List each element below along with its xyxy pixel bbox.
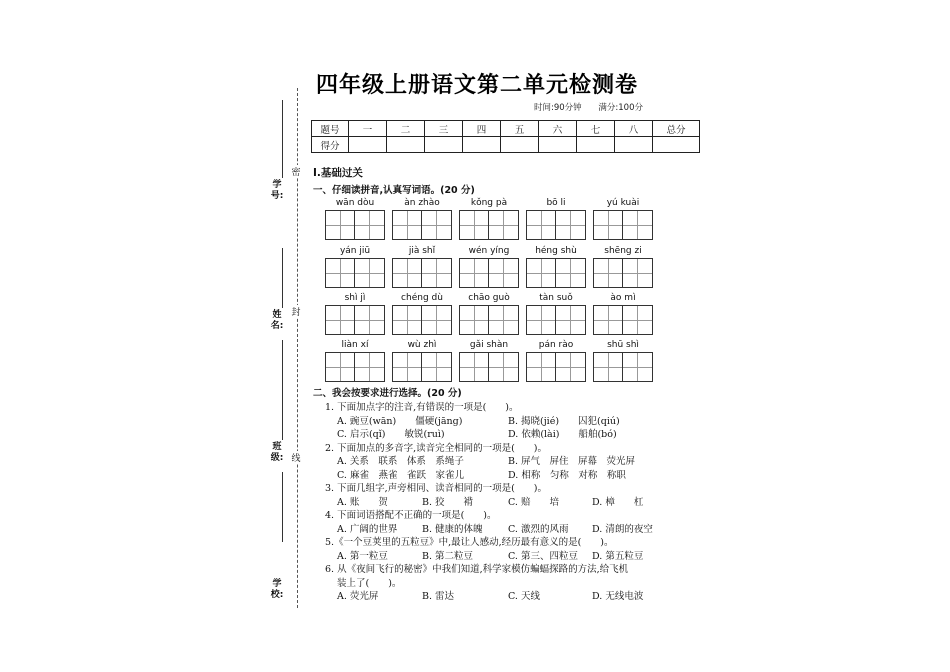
choice-question-stem: 4. 下面词语搭配不正确的一项是( )。 [325, 510, 497, 521]
score-col-1: 一 [349, 121, 387, 137]
score-table-header-row [312, 121, 700, 137]
writing-box[interactable] [593, 258, 623, 288]
writing-box[interactable] [355, 352, 385, 382]
pinyin-label: shēng zi [604, 246, 642, 256]
writing-box[interactable] [623, 258, 653, 288]
writing-grid[interactable] [459, 352, 519, 382]
choice-question-stem: 2. 下面加点的多音字,读音完全相同的一项是( )。 [325, 442, 548, 454]
writing-grid[interactable] [392, 305, 452, 335]
choice-option[interactable]: B. 揭晓(jié) 囚犯(qiú) [508, 415, 620, 427]
score-col-5: 五 [501, 121, 539, 137]
choice-option[interactable]: C. 麻雀 燕雀 雀跃 家雀儿 [337, 469, 464, 481]
score-col-3: 三 [425, 121, 463, 137]
writing-box[interactable] [593, 352, 623, 382]
score-col-2: 二 [387, 121, 425, 137]
writing-box[interactable] [556, 305, 586, 335]
choice-option[interactable]: D. 第五粒豆 [592, 550, 644, 562]
writing-box[interactable] [355, 210, 385, 240]
writing-grid[interactable] [325, 352, 385, 382]
class-label: 班级: [270, 442, 284, 463]
binding-word-line: 线 [289, 451, 303, 464]
score-cell-7[interactable] [577, 137, 615, 153]
choice-option[interactable]: C. 天线 [508, 591, 540, 602]
score-table [311, 120, 700, 153]
student-id-label: 学号: [270, 180, 284, 201]
choice-option[interactable]: A. 豌豆(wān) 僵硬(jāng) [337, 415, 463, 427]
score-cell-6[interactable] [539, 137, 577, 153]
exam-full-score: 满分:100分 [598, 103, 643, 113]
score-col-8: 八 [615, 121, 653, 137]
choice-option[interactable]: B. 第二粒豆 [422, 550, 474, 562]
pinyin-label: chéng dù [401, 293, 443, 303]
choice-option[interactable]: A. 账 贺 [337, 496, 388, 508]
writing-box[interactable] [355, 258, 385, 288]
writing-box[interactable] [489, 258, 519, 288]
writing-grid[interactable] [325, 305, 385, 335]
binding-word-closed: 封 [289, 305, 303, 318]
choice-option[interactable]: D. 清朗的夜空 [592, 523, 653, 535]
choice-option[interactable]: A. 第一粒豆 [337, 550, 388, 562]
writing-box[interactable] [392, 305, 422, 335]
writing-grid[interactable] [526, 210, 586, 240]
score-table-score-row [312, 137, 700, 153]
writing-grid[interactable] [593, 258, 653, 288]
choice-option[interactable]: A. 关系 联系 体系 系绳子 [337, 456, 464, 467]
writing-grid[interactable] [392, 210, 452, 240]
pinyin-label: kǒng pà [470, 198, 508, 208]
writing-box[interactable] [355, 305, 385, 335]
pinyin-label: shì jì [344, 293, 366, 303]
pinyin-label: gǎi shàn [469, 340, 509, 350]
choice-option[interactable]: B. 屏气 屏住 屏幕 荧光屏 [508, 456, 636, 467]
writing-box[interactable] [556, 352, 586, 382]
writing-grid[interactable] [392, 352, 452, 382]
choice-option[interactable]: C. 激烈的风雨 [508, 523, 569, 535]
choice-option[interactable]: C. 赔 培 [508, 496, 559, 508]
score-cell-2[interactable] [387, 137, 425, 153]
pinyin-label: yú kuài [606, 198, 640, 208]
student-name-line [282, 248, 283, 308]
score-col-7: 七 [577, 121, 615, 137]
writing-box[interactable] [489, 352, 519, 382]
pinyin-label: bō li [546, 198, 566, 208]
writing-box[interactable] [422, 210, 452, 240]
section-basics-heading: Ⅰ.基础过关 [313, 167, 363, 179]
pinyin-label: wù zhì [407, 340, 437, 350]
writing-box[interactable] [526, 210, 556, 240]
writing-box[interactable] [459, 258, 489, 288]
score-col-6: 六 [539, 121, 577, 137]
pinyin-label: yán jiū [339, 246, 371, 256]
pinyin-label: tàn suǒ [539, 293, 573, 303]
writing-grid[interactable] [526, 352, 586, 382]
writing-box[interactable] [422, 305, 452, 335]
choice-question-stem: 6. 从《夜间飞行的秘密》中我们知道,科学家模仿蝙蝠探路的方法,给飞机 [325, 564, 629, 575]
choice-option[interactable]: A. 荧光屏 [337, 591, 379, 602]
writing-box[interactable] [392, 258, 422, 288]
score-col-4: 四 [463, 121, 501, 137]
class-line [282, 400, 283, 440]
writing-box[interactable] [593, 305, 623, 335]
writing-box[interactable] [422, 258, 452, 288]
score-table-row1-label: 题号 [312, 121, 349, 137]
score-table-row2-label: 得分 [312, 137, 349, 153]
choice-option[interactable]: B. 雷达 [422, 591, 455, 602]
choice-option[interactable]: A. 广阔的世界 [337, 523, 398, 535]
pinyin-label: jià shǐ [408, 246, 436, 256]
exam-time: 时间:90分钟 [534, 103, 582, 113]
score-cell-4[interactable] [463, 137, 501, 153]
choice-option[interactable]: B. 健康的体魄 [422, 523, 483, 535]
score-cell-5[interactable] [501, 137, 539, 153]
pinyin-label: pán rào [538, 340, 574, 350]
writing-grid[interactable] [593, 210, 653, 240]
writing-grid[interactable] [593, 305, 653, 335]
score-col-total: 总分 [653, 121, 700, 137]
question-1-title: 一、仔细读拼音,认真写词语。(20 分) [313, 185, 475, 196]
pinyin-label: ào mì [610, 293, 636, 303]
question-2-title: 二、我会按要求进行选择。(20 分) [313, 388, 462, 399]
writing-box[interactable] [325, 210, 355, 240]
writing-grid[interactable] [593, 352, 653, 382]
choice-question-stem-continued: 装上了( )。 [337, 577, 402, 589]
choice-question-stem: 3. 下面几组字,声旁相同、读音相同的一项是( )。 [325, 483, 548, 494]
choice-option[interactable]: D. 相称 匀称 对称 称职 [508, 469, 626, 481]
writing-box[interactable] [556, 258, 586, 288]
score-cell-1[interactable] [349, 137, 387, 153]
class-line-lower [282, 472, 283, 542]
writing-grid[interactable] [526, 258, 586, 288]
choice-option[interactable]: D. 樟 杠 [592, 496, 644, 508]
writing-box[interactable] [526, 352, 556, 382]
writing-box[interactable] [556, 210, 586, 240]
student-name-label: 姓名: [270, 310, 284, 331]
writing-box[interactable] [459, 210, 489, 240]
pinyin-label: shū shì [607, 340, 639, 350]
writing-box[interactable] [459, 352, 489, 382]
pinyin-label: liàn xí [341, 340, 369, 350]
writing-box[interactable] [526, 258, 556, 288]
writing-grid[interactable] [325, 210, 385, 240]
school-label: 学校: [270, 579, 284, 600]
student-name-line-lower [282, 340, 283, 400]
score-cell-total[interactable] [653, 137, 700, 153]
writing-box[interactable] [623, 210, 653, 240]
choice-option[interactable]: B. 狡 褙 [422, 496, 474, 508]
writing-box[interactable] [422, 352, 452, 382]
writing-box[interactable] [593, 210, 623, 240]
score-cell-3[interactable] [425, 137, 463, 153]
pinyin-label: héng shù [535, 246, 577, 256]
pinyin-label: wén yíng [468, 246, 510, 256]
writing-grid[interactable] [392, 258, 452, 288]
writing-grid[interactable] [459, 258, 519, 288]
writing-box[interactable] [325, 258, 355, 288]
score-cell-8[interactable] [615, 137, 653, 153]
writing-box[interactable] [325, 305, 355, 335]
choice-option[interactable]: C. 第三、四粒豆 [508, 550, 578, 562]
student-id-line [282, 100, 283, 178]
writing-grid[interactable] [459, 305, 519, 335]
writing-box[interactable] [526, 305, 556, 335]
choice-option[interactable]: C. 启示(qǐ) 敏锐(ruì) [337, 429, 445, 440]
writing-grid[interactable] [325, 258, 385, 288]
writing-box[interactable] [392, 210, 422, 240]
binding-word-seal: 密 [289, 165, 303, 178]
choice-option[interactable]: D. 依赖(lài) 船舶(bó) [508, 429, 617, 440]
pinyin-label: àn zhào [404, 198, 440, 208]
writing-box[interactable] [623, 305, 653, 335]
pinyin-label: wān dòu [335, 198, 375, 208]
writing-box[interactable] [325, 352, 355, 382]
choice-question-stem: 1. 下面加点字的注音,有错误的一项是( )。 [325, 402, 519, 413]
writing-box[interactable] [489, 305, 519, 335]
writing-box[interactable] [489, 210, 519, 240]
writing-grid[interactable] [526, 305, 586, 335]
writing-grid[interactable] [459, 210, 519, 240]
exam-title: 四年级上册语文第二单元检测卷 [316, 73, 639, 98]
choice-question-stem: 5.《一个豆荚里的五粒豆》中,最让人感动,经历最有意义的是( )。 [325, 537, 614, 548]
writing-box[interactable] [459, 305, 489, 335]
writing-box[interactable] [392, 352, 422, 382]
pinyin-label: chāo guò [468, 293, 510, 303]
exam-meta [534, 101, 657, 113]
writing-box[interactable] [623, 352, 653, 382]
choice-option[interactable]: D. 无线电波 [592, 591, 644, 602]
